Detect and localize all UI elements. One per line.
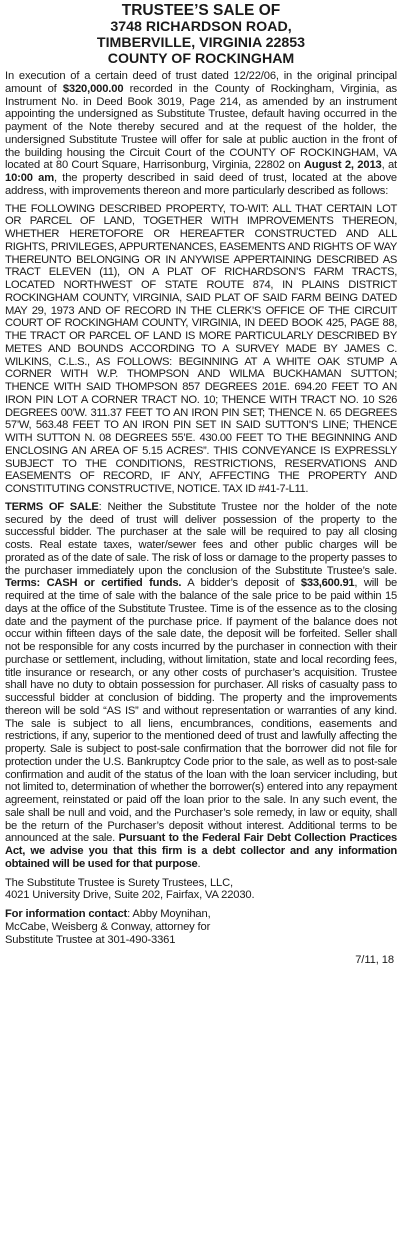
legal-description: THE FOLLOWING DESCRIBED PROPERTY, TO-WIT: ALL THAT CERTAIN LOT OR PARCEL OF LAND, TOGETHER WITH IMPROVEMENTS THEREON, WHETHER HERETOFORE OR HEREAFTER CONSTRUCTED AND ALL RIGHTS, PRIVILEGES, APPURTENANCES, EASEMENTS AND RIGHTS OF WAY THEREUNTO BELONGING OR IN ANYWISE APPERTAINING DESCRIBED AS TRACT ELEVEN (11), ON A PLAT OF RICHARDSON’S FARM TRACTS, LOCATED NORTHWEST OF STATE ROUTE 874, IN PLAINS DISTRICT ROCKINGHAM COUNTY, VIRGINIA, SAID PLAT OF SAID FARM BEING DATED MAY 29, 1973 AND OF RECORD IN THE CLERK’S OFFICE OF THE CIRCUIT COURT OF ROCKINGHAM COUNTY, VIRGINIA, IN DEED BOOK 425, PAGE 88, THE TRACT OR PARCEL OF LAND IS MORE PARTICULARLY DESCRIBED BY METES AND BOUNDS ACCORDING TO A SURVEY MADE BY JAMES C. WILKINS, C.L.S., AS FOLLOWS: BEGINNING AT A WHITE OAK STUMP A CORNER WITH W.P. THOMPSON AND WILMA BUCKHAMAN SUTTON; THENCE WITH SAID THOMPSON 857 DEGREES 201E. 694.20 FEET TO AN IRON PIN LOT A CORNER TRACT NO. 10; THENCE WITH TRACT NO. 10 S26 DEGREES 00’W. 311.37 FEET TO AN IRON PIN SET; THENCE N. 65 DEGREES 57’W, 563.48 FEET TO AN IRON PIN SET IN SAID SUTTON’S LINE; THENCE WITH SUTTON N. 08 DEGREES 55’E. 430.00 FEET TO THE BEGINNING AND ENCLOSING AN AREA OF 5.15 ACRES”. THIS CONVEYANCE IS EXPRESSLY SUBJECT TO THE CONDITIONS, RESTRICTIONS, RESERVATIONS AND EASEMENTS OF RECORD, IF ANY, AFFECTING THE PROPERTY AND CONSTITUTING CONSTRUCTIVE, NOTICE. TAX ID #41-7-L11. [5, 202, 397, 495]
title-line-1: TRUSTEE’S SALE OF [121, 2, 281, 19]
terms-text: , will be required at the time of sale with the balance of the sale price to be paid within 15 days at the office of the Substitute Trustee. Time is of the essence as to the closing date and the payment of the purchase price. If payment of the balance does not occur within fifteen days of the sale date, the deposit will be forfeited. Seller shall not be responsible for any costs incurred by the purchaser in connection with their purchase or settlement, including, without limitation, state and local recording fees, title insurance or research, or any other costs of purchaser’s acquisition. Trustee shall have no duty to obtain possession for purchaser. All risks of casualty pass to successful bidder at conclusion of bidding. The property and the improvements thereon will be sold “AS IS” and without representation or warranties of any kind. The sale is subject to all liens, encumbrances, conditions, easements and restrictions, if any, superior to the mentioned deed of trust and lawfully affecting the property. Sale is subject to post-sale confirmation that the borrower did not file for protection under the U.S. Bankruptcy Code prior to the sale, as well as to post-sale confirmation and audit of the status of the loan with the loan servicer including, but not limited to, determination of whether the borrower(s) entered into any repayment agreement, reinstated or paid off the loan prior to the sale. In any such event, the sale shall be null and void, and the Purchaser’s sole remedy, in law or equity, shall be the return of the Purchaser’s deposit without interest. Additional terms to be announced at the sale. [5, 577, 397, 845]
trustee-address [5, 877, 397, 903]
terms-cash: Terms: CASH or certified funds. [5, 577, 182, 590]
contact-name: : Abby Moynihan, [127, 908, 211, 920]
intro-text: In execution of a certain deed of trust dated 12/22/06, in the original principal amount of [5, 70, 397, 95]
deposit-amount: $33,600.91 [300, 577, 355, 590]
intro-text: , at [381, 159, 397, 172]
title-line-2: 3748 RICHARDSON ROAD, [110, 19, 292, 35]
title-line-4: COUNTY OF ROCKINGHAM [107, 51, 295, 67]
intro-paragraph [5, 70, 397, 198]
contact-line-1 [5, 908, 397, 921]
title-line-3: TIMBERVILLE, VIRGINIA 22853 [96, 35, 306, 51]
notice-title [5, 3, 397, 67]
intro-text: recorded in the County of Rockingham, Virginia, as Instrument No. in Deed Book 3019, Page 214, as amended by an instrument appointing the undersigned as Substitute Trustee, default having occurred in the payment of the Note thereby secured and at the request of the holder, the undersigned Substitute Trustee will offer for sale at public auction in the front of the building housing the Circuit Court of the COUNTY OF ROCKINGHAM, VA located at 80 Court Square, Harrisonburg, Virginia, 22802 on [5, 82, 397, 172]
contact-info [5, 908, 397, 946]
terms-text: . [197, 857, 201, 870]
fdcpa-notice: Pursuant to the Federal Fair Debt Collection Practices Act, we advise you that this firm is a debt collector and any information obtained will be used for that purpose [5, 832, 398, 870]
principal-amount: $320,000.00 [62, 82, 124, 95]
run-code: 7/11, 18 [355, 954, 394, 967]
sale-time: 10:00 am [5, 172, 55, 184]
trustee-line-1: The Substitute Trustee is Surety Trustees, LLC, [5, 876, 233, 889]
terms-paragraph [5, 501, 397, 871]
contact-line-2: McCabe, Weisberg & Conway, attorney for [5, 920, 211, 933]
terms-heading: TERMS OF SALE [5, 500, 99, 513]
intro-text: , the property described in said deed of trust, located at the above address, with improvements thereon and more particularly described as follows: [5, 172, 397, 197]
trustee-line-2: 4021 University Drive, Suite 202, Fairfax, VA 22030. [5, 889, 255, 902]
terms-text: A bidder’s deposit of [181, 577, 301, 590]
contact-line-3: Substitute Trustee at 301-490-3361 [5, 933, 176, 946]
terms-text: : Neither the Substitute Trustee nor the holder of the note secured by the deed of trust will deliver possession of the property to the successful bidder. The purchaser at the sale will be required to pay all closing costs. Real estate taxes, water/sewer fees and other public charges will be prorated as of the date of sale. The risk of loss or damage to the property passes to the purchaser immediately upon the conclusion of the Substitute Trustee’s sale. [5, 500, 397, 577]
contact-label: For information contact [5, 908, 128, 920]
sale-date: August 2, 2013 [303, 159, 382, 172]
